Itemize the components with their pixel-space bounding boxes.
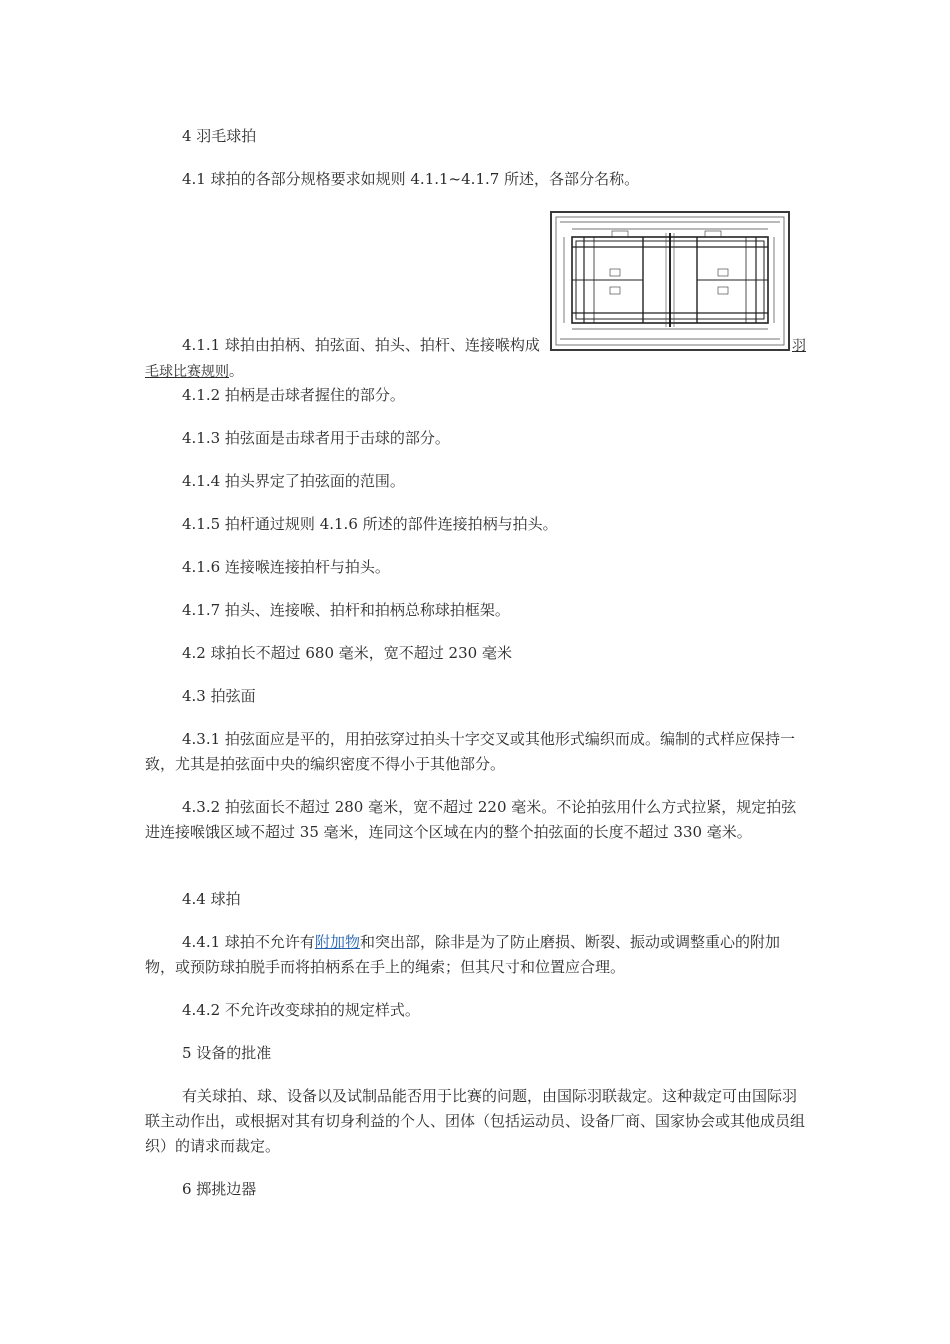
heading-4: 4 羽毛球拍: [182, 127, 257, 145]
attachment-link[interactable]: 附加物: [314, 933, 360, 951]
rules-link-part-2[interactable]: 毛球比赛规则: [145, 364, 229, 380]
paragraph-4-1-1-end: 。: [229, 364, 243, 380]
paragraph-4-1-2: 4.1.2 拍柄是击球者握住的部分。: [182, 386, 405, 404]
paragraph-4-1-1-text: 4.1.1 球拍由拍柄、拍弦面、拍头、拍杆、连接喉构成: [182, 336, 540, 354]
paragraph-4-3-2: 4.3.2 拍弦面长不超过 280 毫米，宽不超过 220 毫米。不论拍弦用什么方式拉紧，规定拍弦进连接喉饿区域不超过 35 毫米，连同这个区域在内的整个拍弦面的长度不超过 330 毫米。: [145, 798, 797, 841]
paragraph-5: 有关球拍、球、设备以及试制品能否用于比赛的问题，由国际羽联裁定。这种裁定可由国际羽联主动作出，或根据对其有切身利益的个人、团体（包括运动员、设备厂商、国家协会或其他成员组织）的请求而裁定。: [145, 1087, 806, 1155]
paragraph-4-3-1: 4.3.1 拍弦面应是平的，用拍弦穿过拍头十字交叉或其他形式编织而成。编制的式样应保持一致，尤其是拍弦面中央的编织密度不得小于其他部分。: [145, 730, 795, 773]
paragraph-4-1: 4.1 球拍的各部分规格要求如规则 4.1.1~4.1.7 所述，各部分名称。: [182, 170, 640, 188]
paragraph-4-1-7: 4.1.7 拍头、连接喉、拍杆和拍柄总称球拍框架。: [182, 601, 510, 619]
paragraph-4-2: 4.2 球拍长不超过 680 毫米，宽不超过 230 毫米: [182, 644, 512, 662]
heading-4-4: 4.4 球拍: [182, 890, 241, 908]
paragraph-4-4-1-pre: 4.4.1 球拍不允许有: [182, 933, 315, 951]
heading-4-3: 4.3 拍弦面: [182, 687, 256, 705]
paragraph-4-1-6: 4.1.6 连接喉连接拍杆与拍头。: [182, 558, 390, 576]
paragraph-4-1-5: 4.1.5 拍杆通过规则 4.1.6 所述的部件连接拍柄与拍头。: [182, 515, 558, 533]
heading-6: 6 掷挑边器: [182, 1180, 257, 1198]
paragraph-4-1-1-continued: [145, 362, 243, 382]
paragraph-4-1-1: [145, 333, 550, 358]
court-diagram-figure: [550, 211, 790, 351]
paragraph-4-4-1-post: 和突出部，除非是为了防止磨损、断裂、振动或调整重心的附加物，或预防球拍脱手而将拍柄系在手上的绳索；但其尺寸和位置应合理。: [145, 933, 780, 976]
paragraph-4-1-4: 4.1.4 拍头界定了拍弦面的范围。: [182, 472, 405, 490]
paragraph-4-4-2: 4.4.2 不允许改变球拍的规定样式。: [182, 1001, 420, 1019]
heading-5: 5 设备的批准: [182, 1044, 272, 1062]
rules-link-part-1[interactable]: 羽: [792, 338, 806, 354]
paragraph-4-4-1: [145, 930, 807, 980]
paragraph-4-1-3: 4.1.3 拍弦面是击球者用于击球的部分。: [182, 429, 450, 447]
